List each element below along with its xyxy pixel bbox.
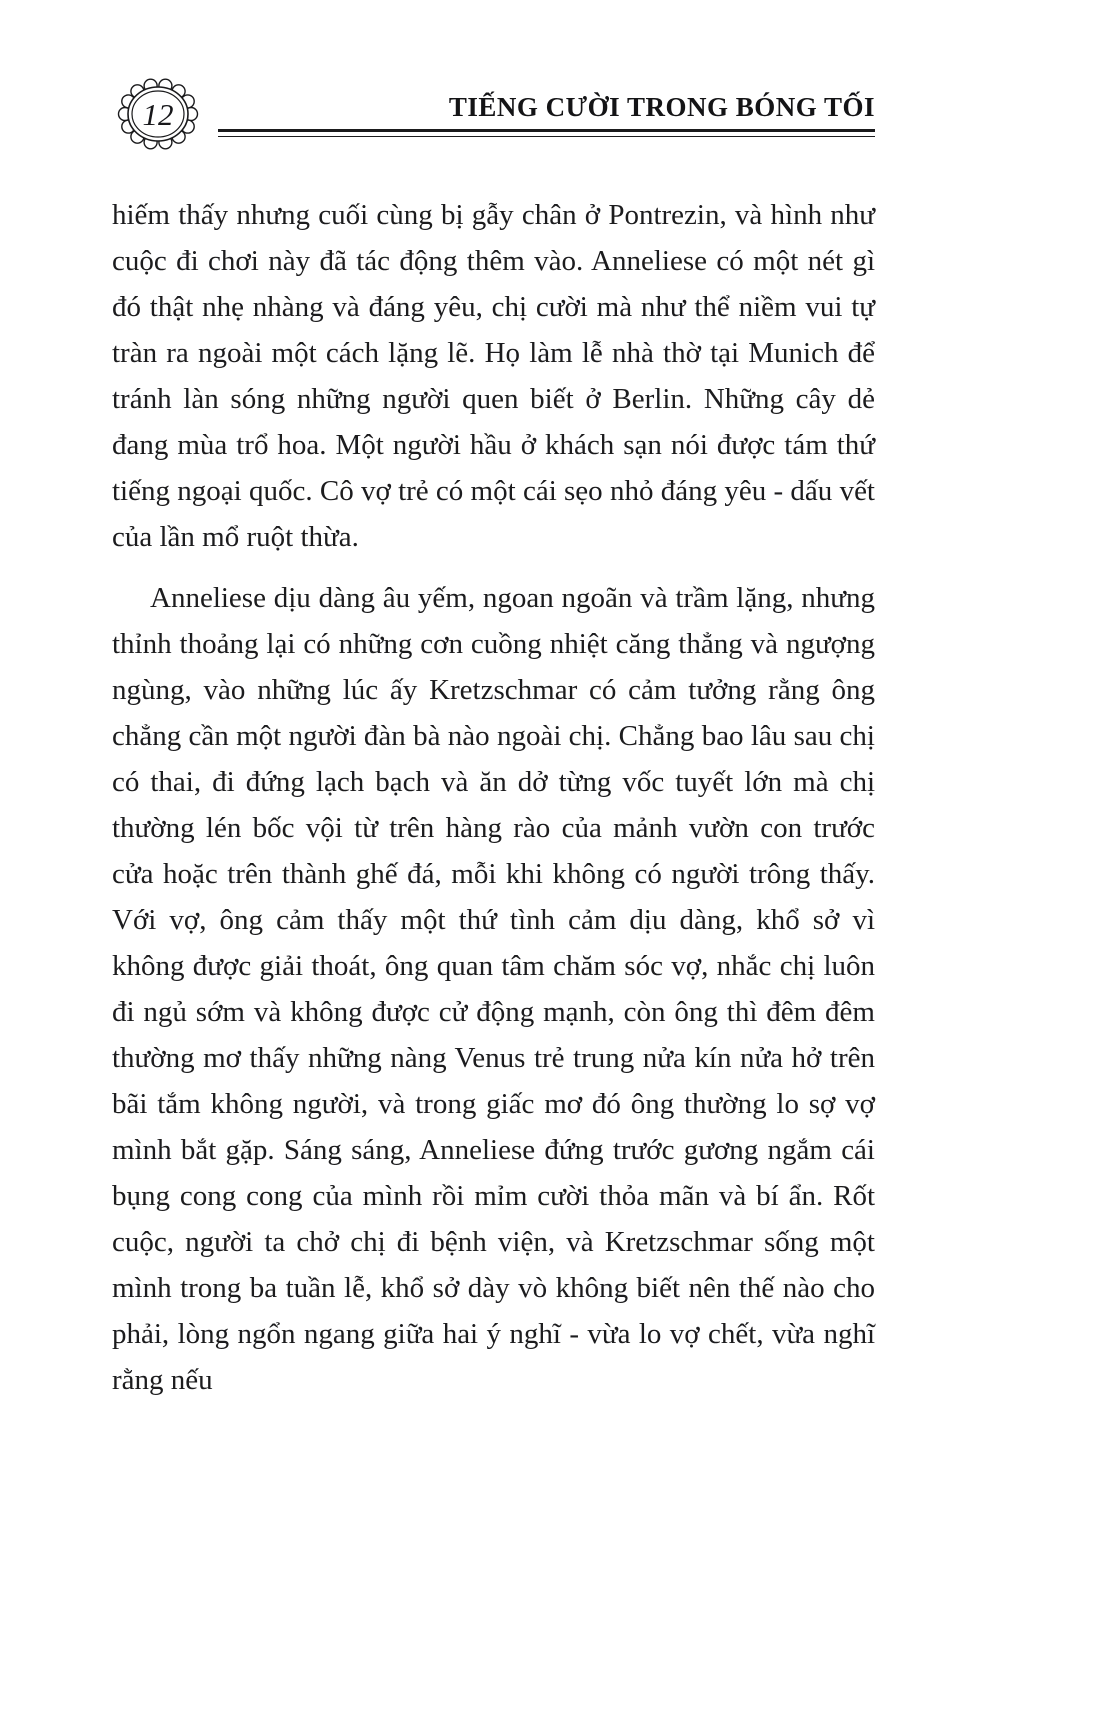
paragraph-1: hiếm thấy nhưng cuối cùng bị gẫy chân ở Pontrezin, và hình như cuộc đi chơi này đã tác động thêm vào. Anneliese có một nét gì đó thật nhẹ nhàng và đáng yêu, chị cười mà như thể niềm vui tự tràn ra ngoài một cách lặng lẽ. Họ làm lễ nhà thờ tại Munich để tránh làn sóng những người quen biết ở Berlin. Những cây dẻ đang mùa trổ hoa. Một người hầu ở khách sạn nói được tám thứ tiếng ngoại quốc. Cô vợ trẻ có một cái sẹo nhỏ đáng yêu - dấu vết của lần mổ ruột thừa.	[112, 199, 875, 553]
header-rule	[218, 129, 875, 137]
running-title: TIẾNG CƯỜI TRONG BÓNG TỐI	[448, 91, 875, 122]
page-number: 12	[142, 97, 174, 132]
header-right	[218, 92, 875, 137]
page-header	[112, 72, 875, 156]
page-body	[112, 192, 875, 1403]
paragraph-2: Anneliese dịu dàng âu yếm, ngoan ngoãn và trầm lặng, nhưng thỉnh thoảng lại có những cơn cuồng nhiệt căng thẳng và ngượng ngùng, vào những lúc ấy Kretzschmar có cảm tưởng rằng ông chẳng cần một người đàn bà nào ngoài chị. Chẳng bao lâu sau chị có thai, đi đứng lạch bạch và ăn dở từng vốc tuyết lớn mà chị thường lén bốc vội từ trên hàng rào của mảnh vườn con trước cửa hoặc trên thành ghế đá, mỗi khi không có người trông thấy. Với vợ, ông cảm thấy một thứ tình cảm dịu dàng, khổ sở vì không được giải thoát, ông quan tâm chăm sóc vợ, nhắc chị luôn đi ngủ sớm và không được cử động mạnh, còn ông thì đêm đêm thường mơ thấy những nàng Venus trẻ trung nửa kín nửa hở trên bãi tắm không người, và trong giấc mơ đó ông thường lo sợ vợ mình bắt gặp. Sáng sáng, Anneliese đứng trước gương ngắm cái bụng cong cong của mình rồi mỉm cười thỏa mãn và bí ẩn. Rốt cuộc, người ta chở chị đi bệnh viện, và Kretzschmar sống một mình trong ba tuần lễ, khổ sở dày vò không biết nên thế nào cho phải, lòng ngổn ngang giữa hai ý nghĩ - vừa lo vợ chết, vừa nghĩ rằng nếu	[112, 582, 875, 1396]
page-number-ornament	[112, 72, 204, 156]
